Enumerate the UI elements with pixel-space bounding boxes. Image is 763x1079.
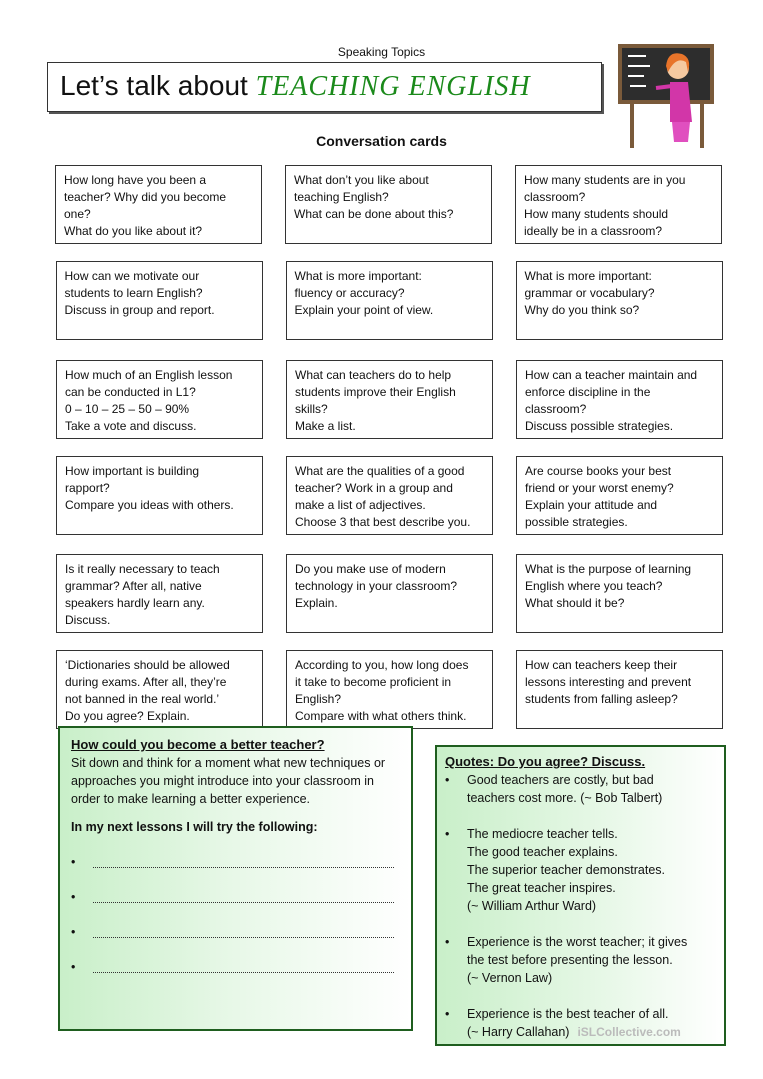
- bullet-icon: •: [445, 1007, 450, 1021]
- conversation-card: What are the qualities of a good teacher? Work in a group and make a list of adjectives. Choose 3 that best describe you.: [286, 456, 493, 535]
- title-accent: TEACHING ENGLISH: [255, 71, 531, 102]
- section-subtitle: Conversation cards: [316, 133, 447, 149]
- watermark: iSLCollective.com: [577, 1025, 681, 1039]
- bullet-icon: •: [445, 773, 450, 787]
- quote-text: Experience is the worst teacher; it gives the test before presenting the lesson. (~ Vernon Law): [467, 935, 688, 985]
- quote-text: The mediocre teacher tells. The good teacher explains. The superior teacher demonstrates. The great teacher inspires. (~ William Arthur Ward): [467, 827, 666, 913]
- bullet-icon: •: [71, 855, 76, 869]
- conversation-card: How can teachers keep their lessons interesting and prevent students from falling asleep?: [516, 650, 723, 729]
- better-teacher-box: [58, 726, 413, 1031]
- conversation-card: How much of an English lesson can be conducted in L1? 0 – 10 – 25 – 50 – 90% Take a vote and discuss.: [56, 360, 263, 439]
- conversation-card: Do you make use of modern technology in your classroom? Explain.: [286, 554, 493, 633]
- quote-item: [445, 825, 718, 915]
- quote-text: Experience is the best teacher of all. (~ Harry Callahan): [467, 1007, 669, 1039]
- bullet-icon: •: [445, 935, 450, 949]
- better-prompt: In my next lessons I will try the following:: [71, 820, 318, 834]
- answer-line[interactable]: [71, 958, 400, 976]
- topic-label: Speaking Topics: [337, 45, 426, 59]
- quote-text: Good teachers are costly, but bad teachers cost more. (~ Bob Talbert): [467, 773, 663, 805]
- title-box: [47, 62, 602, 112]
- better-heading: How could you become a better teacher?: [71, 737, 325, 752]
- bullet-icon: •: [445, 827, 450, 841]
- bullet-icon: •: [71, 925, 76, 939]
- conversation-card: According to you, how long does it take to become proficient in English? Compare with what others think.: [286, 650, 493, 729]
- conversation-card: What can teachers do to help students improve their English skills? Make a list.: [286, 360, 493, 439]
- conversation-card: How can a teacher maintain and enforce discipline in the classroom? Discuss possible strategies.: [516, 360, 723, 439]
- conversation-card: ‘Dictionaries should be allowed during exams. After all, they’re not banned in the real world.’ Do you agree? Explain.: [56, 650, 263, 729]
- answer-line[interactable]: [71, 853, 400, 871]
- conversation-card: What is the purpose of learning English where you teach? What should it be?: [516, 554, 723, 633]
- conversation-card: How important is building rapport? Compare you ideas with others.: [56, 456, 263, 535]
- conversation-card: What is more important: fluency or accuracy? Explain your point of view.: [286, 261, 493, 340]
- conversation-card: What is more important: grammar or vocabulary? Why do you think so?: [516, 261, 723, 340]
- conversation-card: Is it really necessary to teach grammar? After all, native speakers hardly learn any. Discuss.: [56, 554, 263, 633]
- quote-item: [445, 933, 718, 987]
- quote-item: [445, 771, 718, 807]
- conversation-card: How long have you been a teacher? Why did you become one? What do you like about it?: [55, 165, 262, 244]
- conversation-card: How many students are in you classroom? How many students should ideally be in a classroom?: [515, 165, 722, 244]
- answer-line[interactable]: [71, 888, 400, 906]
- quote-item: [445, 1005, 718, 1041]
- conversation-card: What don’t you like about teaching English? What can be done about this?: [285, 165, 492, 244]
- conversation-card: Are course books your best friend or your worst enemy? Explain your attitude and possible strategies.: [516, 456, 723, 535]
- answer-line[interactable]: [71, 923, 400, 941]
- bullet-icon: •: [71, 960, 76, 974]
- title-plain: Let’s talk about: [60, 70, 256, 101]
- quotes-heading: Quotes: Do you agree? Discuss.: [445, 754, 646, 769]
- conversation-card: How can we motivate our students to learn English? Discuss in group and report.: [56, 261, 263, 340]
- bullet-icon: •: [71, 890, 76, 904]
- quotes-box: [435, 745, 726, 1046]
- better-body: Sit down and think for a moment what new techniques or approaches you might introduce into your classroom in order to make learning a better experience.: [71, 756, 386, 806]
